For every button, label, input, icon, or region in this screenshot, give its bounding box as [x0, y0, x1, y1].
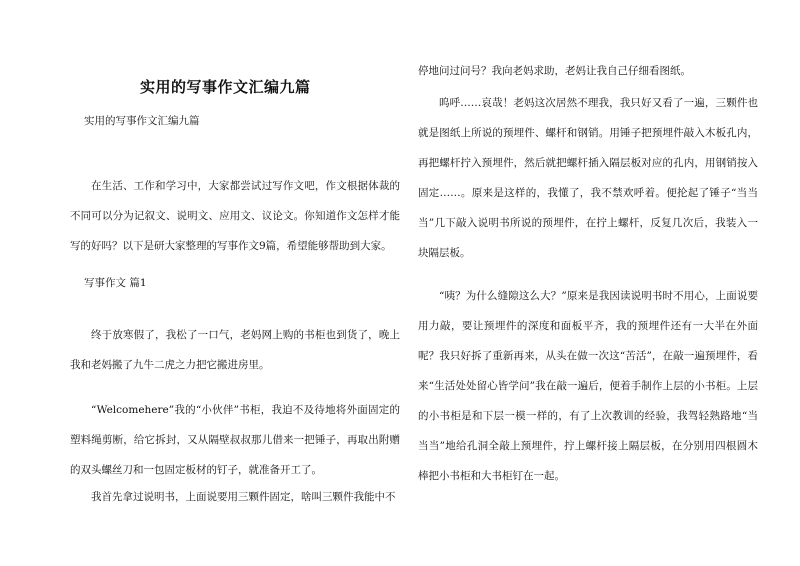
document-title: 实用的写事作文汇编九篇 — [140, 78, 311, 96]
body-paragraph: 我首先拿过说明书，上面说要用三颗件固定，啥叫三颗件我能中不 — [91, 491, 396, 503]
intro-paragraph: 在生活、工作和学习中，大家都尝试过写作文吧，作文根据体裁的不同可以分为记叙文、说明文、应用文、议论文。你知道作文怎样才能写的好吗？以下是研大家整理的写事作文9篇，希望能够帮助到大家。 — [70, 180, 400, 252]
section-heading: 写事作文 篇1 — [84, 277, 147, 289]
body-paragraph: 呜呼……哀哉！老妈这次居然不理我，我只好又看了一遍，三颗件也就是图纸上所说的预埋件、螺杆和钢销。用锤子把预埋件敲入木板孔内，再把螺杆拧入预埋件，然后就把螺杆插入隔层板对应的孔内，用钢销按入固定……。原来是这样的，我懂了，我不禁欢呼着。便抡起了锤子“当当当”几下敲入说明书所说的预埋件，在拧上螺杆，反复几次后，我装入一块隔层板。 — [418, 97, 758, 259]
body-paragraph-continued: 停地问过问号？我向老妈求助，老妈让我自己仔细看图纸。 — [418, 65, 691, 77]
document-subtitle: 实用的写事作文汇编九篇 — [84, 115, 200, 127]
body-paragraph: 终于放寒假了，我松了一口气，老妈网上购的书柜也到货了，晚上我和老妈搬了九牛二虎之力把它搬进房里。 — [70, 329, 400, 371]
body-paragraph: “咦？为什么缝隙这么大？”原来是我因读说明书时不用心，上面说要用力敲，要让预埋件的深度和面板平齐，我的预埋件还有一大半在外面呢？我只好拆了重新再来，从头在做一次这“苦活”，在敲一遍预埋件，看来“生活处处留心皆学问”我在敲一遍后，便着手制作上层的小书柜。上层的小书柜是和下层一模一样的，有了上次教训的经验，我驾轻熟路地“当当当”地给孔洞全敲上预埋件，拧上螺杆接上隔层板，在分别用四根圆木棒把小书柜和大书柜钉在一起。 — [418, 290, 758, 482]
body-paragraph: “Welcomehere”我的“小伙伴”书柜，我迫不及待地将外面固定的塑料绳剪断，给它拆封，又从隔壁叔叔那儿借来一把锤子，再取出附赠的双头螺丝刀和一包固定板材的钉子，就准备开工了。 — [70, 404, 400, 476]
